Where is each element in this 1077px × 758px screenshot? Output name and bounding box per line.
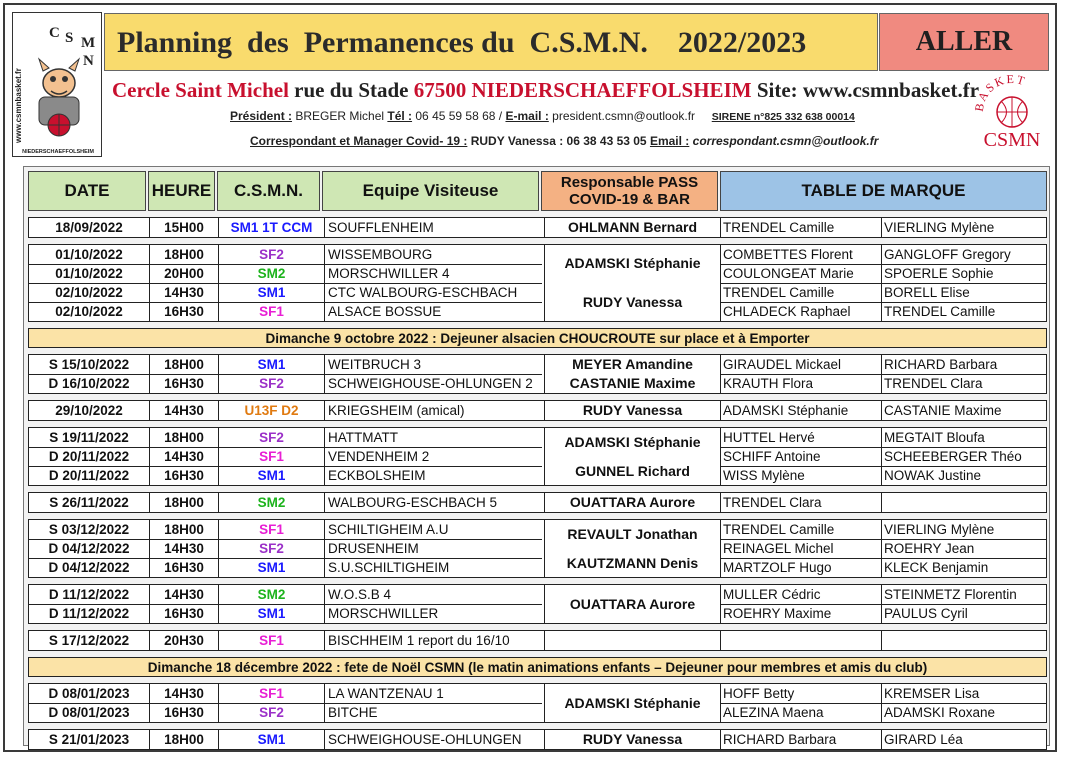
cell-team: SM1 1T CCM [230,220,313,235]
cell-team: SF1 [259,633,284,648]
col-header-responsable [541,171,718,211]
cell-heure: 15H00 [164,220,204,235]
schedule-block [28,427,1047,486]
cell-date: S 19/11/2022 [49,430,129,445]
cell-date: D 04/12/2022 [48,541,130,556]
cell-m1 [723,631,881,650]
cell-m2: SPOERLE Sophie [884,266,994,281]
address-city: 67500 NIEDERSCHAEFFOLSHEIM [413,78,752,102]
cell-heure: 14H30 [164,686,204,701]
cell-team: SM1 [257,606,286,621]
title-banner [104,13,878,71]
responsable-name: OUATTARA Aurore [569,494,696,510]
schedule-block [28,630,1047,651]
schedule-block [28,492,1047,513]
logo-site-text: www.csmnbasket.fr [14,68,23,143]
responsable-name: OUATTARA Aurore [569,595,696,612]
cell-heure: 14H30 [164,285,204,300]
responsable-name: REVAULT Jonathan [567,525,698,542]
cell-m2: GANGLOFF Gregory [884,247,1011,262]
cell-team: SF1 [259,522,284,537]
cell-visiteur: CTC WALBOURG-ESCHBACH [328,285,518,300]
column-divider [720,428,721,485]
cell-visiteur: DRUSENHEIM [328,541,419,556]
cell-m1: MULLER Cédric [723,587,821,602]
cell-m1: ADAMSKI Stéphanie [723,403,849,418]
column-divider [881,401,882,420]
responsable-name: ADAMSKI Stéphanie [564,694,701,711]
cell-m1: ROEHRY Maxime [723,606,832,621]
cell-m1: GIRAUDEL Mickael [723,357,842,372]
cell-heure: 18H00 [164,247,204,262]
cell-visiteur: SCHWEIGHOUSE-OHLUNGEN 2 [328,376,533,391]
cell-visiteur: ALSACE BOSSUE [328,304,442,319]
cell-date: S 21/01/2023 [48,732,130,747]
cell-m1: SCHIFF Antoine [723,449,821,464]
cell-team: SF2 [259,705,284,720]
cell-m1: RICHARD Barbara [723,732,837,747]
cell-date: D 08/01/2023 [48,705,130,720]
responsable-name: CASTANIE Maxime [569,375,696,392]
cell-visiteur: HATTMATT [328,430,398,445]
responsable-name: OHLMANN Bernard [567,219,698,235]
cell-m2: VIERLING Mylène [884,220,995,235]
cell-m1: HOFF Betty [723,686,795,701]
cell-team: SF2 [259,247,284,262]
responsable-name: ADAMSKI Stéphanie [564,433,701,450]
cell-date: D 04/12/2022 [48,560,130,575]
cell-heure: 14H30 [164,541,204,556]
cell-date: S 17/12/2022 [48,633,130,648]
cell-m2: CASTANIE Maxime [884,403,1002,418]
cell-m2: STEINMETZ Florentin [884,587,1017,602]
cell-visiteur: W.O.S.B 4 [328,587,392,602]
cell-team: SF2 [259,430,284,445]
basket-arc-text: ASKET [975,72,1029,104]
column-divider [324,520,325,577]
cell-m2: KREMSER Lisa [884,686,980,701]
president-line [230,109,855,123]
schedule-block [28,519,1047,578]
column-divider [881,428,882,485]
schedule-table [23,166,1050,746]
cell-visiteur: BITCHE [328,705,378,720]
svg-text:M: M [81,35,96,51]
cell-date: D 20/11/2022 [48,449,130,464]
cell-visiteur: S.U.SCHILTIGHEIM [328,560,450,575]
cell-team: SM2 [257,495,286,510]
aller-banner [879,13,1049,71]
cell-heure: 20H30 [164,633,204,648]
cell-date: 18/09/2022 [55,220,123,235]
cell-team: SM1 [257,560,286,575]
cell-team: U13F D2 [244,403,299,418]
column-divider [324,428,325,485]
cell-m2: BORELL Elise [884,285,970,300]
cell-m1: COULONGEAT Marie [723,266,854,281]
cell-date: 02/10/2022 [55,285,123,300]
cell-date: D 11/12/2022 [48,606,130,621]
cell-heure: 16H30 [164,560,204,575]
club-name: Cercle Saint Michel [112,78,289,102]
siren-value: SIRENE n°825 332 638 00014 [711,111,855,123]
covid-email: correspondant.csmn@outlook.fr [689,134,879,148]
schedule-block [28,354,1047,394]
svg-text:N: N [83,53,94,69]
president-name: BREGER Michel [292,109,388,123]
tel-value: 06 45 59 58 68 / [412,109,506,123]
cell-m2: TRENDEL Camille [884,304,996,319]
cell-m2: TRENDEL Clara [884,376,983,391]
cell-date: D 16/10/2022 [48,376,130,391]
schedule-block [28,217,1047,238]
col-header-visiteur: Equipe Visiteuse [322,171,539,211]
column-divider [881,493,882,512]
cell-m2: MEGTAIT Bloufa [884,430,985,445]
cell-visiteur: LA WANTZENAU 1 [328,686,444,701]
cell-m2: VIERLING Mylène [884,522,995,537]
covid-line [250,134,878,148]
column-divider [324,218,325,237]
col-header-date: DATE [28,171,146,211]
cell-team: SM1 [257,468,286,483]
cell-visiteur: SCHWEIGHOUSE-OHLUNGEN [328,732,522,747]
cell-heure: 18H00 [164,522,204,537]
basket-name-text: CSMN [983,129,1041,151]
event-banner: Dimanche 9 octobre 2022 : Dejeuner alsacien CHOUCROUTE sur place et à Emporter [28,328,1047,348]
column-divider [720,520,721,577]
cell-team: SF2 [259,541,284,556]
responsable-name: ADAMSKI Stéphanie [564,255,701,272]
cell-team: SM1 [257,357,286,372]
club-logo [12,12,102,157]
cell-visiteur: VENDENHEIM 2 [328,449,430,464]
cell-visiteur: WISSEMBOURG [328,247,433,262]
responsable-name: MEYER Amandine [572,355,693,372]
address-street: rue du Stade [288,78,414,102]
cell-m2 [884,631,1048,650]
cell-visiteur: MORSCHWILLER [328,606,439,621]
cell-m2: RICHARD Barbara [884,357,998,372]
column-divider [881,218,882,237]
cell-m1: TRENDEL Camille [723,522,835,537]
cell-m1: HUTTEL Hervé [723,430,815,445]
cell-team: SM1 [257,285,286,300]
cell-date: D 20/11/2022 [48,468,130,483]
covid-name: RUDY Vanessa : 06 38 43 53 05 [467,134,650,148]
cell-m2: KLECK Benjamin [884,560,989,575]
schedule-block [28,244,1047,322]
cell-date: D 08/01/2023 [48,686,130,701]
cell-heure: 18H00 [164,732,204,747]
col-header-csmn: C.S.M.N. [217,171,320,211]
column-divider [324,493,325,512]
cell-heure: 20H00 [164,266,204,281]
schedule-block [28,584,1047,624]
tel-label: Tél : [387,109,413,123]
cell-heure: 16H30 [164,705,204,720]
cell-m1: ALEZINA Maena [723,705,824,720]
cell-date: 01/10/2022 [55,247,123,262]
cell-heure: 16H30 [164,468,204,483]
cell-date: 29/10/2022 [55,403,123,418]
cell-team: SF1 [259,449,284,464]
covid-email-label: Email : [649,134,690,148]
cell-heure: 16H30 [164,606,204,621]
cell-heure: 14H30 [164,449,204,464]
cell-m1: MARTZOLF Hugo [723,560,832,575]
cell-m1: WISS Mylène [723,468,805,483]
email-value: president.csmn@outlook.fr [548,109,696,123]
column-divider [881,730,882,749]
president-label: Président : [230,109,293,123]
cell-m1: TRENDEL Camille [723,220,835,235]
cell-heure: 18H00 [164,495,204,510]
cell-visiteur: KRIEGSHEIM (amical) [328,403,465,418]
cell-m2: NOWAK Justine [884,468,982,483]
svg-text:BASKET [975,72,1028,112]
cell-date: 02/10/2022 [55,304,123,319]
cell-visiteur: BISCHHEIM 1 report du 16/10 [328,633,510,648]
cell-heure: 14H30 [164,403,204,418]
col-header-responsable-line1: Responsable PASS [560,174,699,191]
cell-heure: 14H30 [164,587,204,602]
basket-logo [975,72,1049,154]
column-divider [720,493,721,512]
svg-text:S: S [65,30,74,46]
cell-visiteur: SCHILTIGHEIM A.U [328,522,449,537]
cell-date: D 11/12/2022 [48,587,130,602]
cell-team: SM2 [257,587,286,602]
column-divider [544,631,545,650]
cell-visiteur: SOUFFLENHEIM [328,220,434,235]
col-header-responsable-line2: COVID-19 & BAR [569,191,690,208]
cell-visiteur: MORSCHWILLER 4 [328,266,450,281]
cell-team: SF2 [259,376,284,391]
cell-visiteur: WEITBRUCH 3 [328,357,422,372]
cell-m2: ROEHRY Jean [884,541,975,556]
schedule-block [28,683,1047,723]
cell-date: S 15/10/2022 [48,357,130,372]
column-divider [881,631,882,650]
cell-date: 01/10/2022 [55,266,123,281]
aller-label: ALLER [915,26,1013,57]
cell-date: S 26/11/2022 [49,495,129,510]
cell-heure: 18H00 [164,430,204,445]
col-header-heure: HEURE [148,171,215,211]
column-divider [720,401,721,420]
covid-label: Correspondant et Manager Covid- 19 : [250,134,468,148]
responsable-name: GUNNEL Richard [575,462,690,479]
cell-team: SM1 [257,732,286,747]
cell-m1: REINAGEL Michel [723,541,834,556]
cell-m2 [884,493,1048,512]
column-divider [720,218,721,237]
svg-text:C: C [49,25,60,41]
cell-m2: PAULUS Cyril [884,606,968,621]
cell-m1: TRENDEL Clara [723,495,822,510]
page-title: Planning des Permanences du C.S.M.N. 2022/2023 [117,26,807,59]
column-divider [324,730,325,749]
cell-heure: 16H30 [164,376,204,391]
cell-date: S 03/12/2022 [48,522,130,537]
col-header-table-marque: TABLE DE MARQUE [720,171,1047,211]
responsable-name: RUDY Vanessa [582,731,683,747]
cell-m1: CHLADECK Raphael [723,304,851,319]
cell-team: SF1 [259,304,284,319]
cell-team: SM2 [257,266,286,281]
cell-m2: SCHEEBERGER Théo [884,449,1022,464]
schedule-block [28,729,1047,750]
cell-m1: KRAUTH Flora [723,376,814,391]
cell-team: SF1 [259,686,284,701]
event-banner: Dimanche 18 décembre 2022 : fete de Noël CSMN (le matin animations enfants – Dejeuner pour membres et amis du club) [28,657,1047,677]
column-divider [720,631,721,650]
cell-heure: 16H30 [164,304,204,319]
cell-m1: COMBETTES Florent [723,247,853,262]
column-divider [720,730,721,749]
club-site: Site: www.csmnbasket.fr [751,78,980,102]
column-divider [324,631,325,650]
column-divider [881,520,882,577]
cell-m2: GIRARD Léa [884,732,963,747]
column-divider [324,401,325,420]
schedule-block [28,400,1047,421]
cell-visiteur: WALBOURG-ESCHBACH 5 [328,495,498,510]
responsable-name: RUDY Vanessa [582,402,683,418]
cell-m1: TRENDEL Camille [723,285,835,300]
responsable-name: RUDY Vanessa [582,293,683,310]
cell-m2: ADAMSKI Roxane [884,705,996,720]
cell-visiteur: ECKBOLSHEIM [328,468,426,483]
cell-heure: 18H00 [164,357,204,372]
email-label: E-mail : [505,109,549,123]
logo-village-text: NIEDERSCHAEFFOLSHEIM [22,149,94,155]
club-address-line [112,78,979,103]
responsable-name: KAUTZMANN Denis [566,554,699,571]
